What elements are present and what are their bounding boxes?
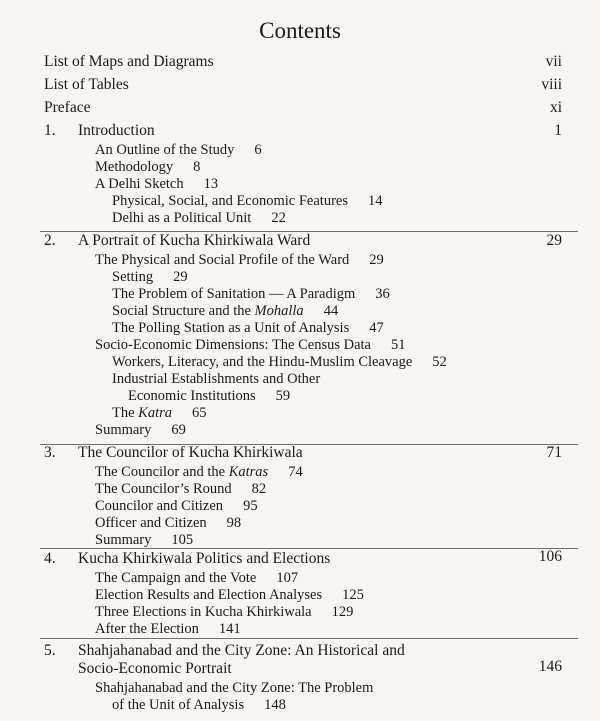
toc-entry[interactable]: The Problem of Sanitation — A Paradigm 36 (112, 286, 390, 302)
toc-entry[interactable]: Councilor and Citizen 95 (95, 498, 258, 514)
front-item-tables[interactable]: List of Tables (44, 76, 129, 93)
chapter-3-heading[interactable]: 3. The Councilor of Kucha Khirkiwala (44, 444, 303, 461)
toc-entry[interactable]: A Delhi Sketch 13 (95, 176, 219, 192)
toc-entry[interactable]: The Polling Station as a Unit of Analysis 47 (112, 320, 384, 336)
toc-entry[interactable]: The Councilor’s Round 82 (95, 481, 267, 497)
front-page-maps: vii (545, 53, 562, 70)
front-item-maps[interactable]: List of Maps and Diagrams (44, 53, 214, 70)
front-item-preface[interactable]: Preface (44, 99, 91, 116)
toc-entry[interactable]: Officer and Citizen 98 (95, 515, 242, 531)
toc-entry[interactable]: Physical, Social, and Economic Features 14 (112, 193, 383, 209)
toc-entry[interactable]: Workers, Literacy, and the Hindu-Muslim Cleavage 52 (112, 354, 447, 370)
toc-entry[interactable]: Methodology 8 (95, 159, 201, 175)
toc-entry[interactable]: Shahjahanabad and the City Zone: The Problem (95, 680, 374, 696)
toc-entry[interactable]: Election Results and Election Analyses 125 (95, 587, 364, 603)
toc-entry[interactable]: The Katra 65 (112, 405, 207, 421)
toc-entry-continued[interactable]: of the Unit of Analysis 148 (112, 697, 286, 713)
chapter-4-page: 106 (538, 548, 562, 565)
chapter-5-page: 146 (538, 658, 562, 675)
toc-entry[interactable]: After the Election 141 (95, 621, 241, 637)
section-divider (40, 638, 578, 639)
front-page-preface: xi (549, 99, 562, 116)
chapter-3-page: 71 (546, 444, 562, 461)
toc-entry[interactable]: The Physical and Social Profile of the Ward 29 (95, 252, 384, 268)
toc-entry[interactable]: The Campaign and the Vote 107 (95, 570, 299, 586)
toc-entry[interactable]: Three Elections in Kucha Khirkiwala 129 (95, 604, 354, 620)
toc-entry[interactable]: An Outline of the Study 6 (95, 142, 262, 158)
chapter-5-heading[interactable]: 5. Shahjahanabad and the City Zone: An Historical and (44, 642, 405, 659)
chapter-5-heading-continued[interactable]: Socio-Economic Portrait (78, 660, 232, 677)
chapter-2-page: 29 (546, 232, 562, 249)
page-title: Contents (259, 18, 341, 43)
chapter-2-heading[interactable]: 2. A Portrait of Kucha Khirkiwala Ward (44, 232, 311, 249)
chapter-4-heading[interactable]: 4. Kucha Khirkiwala Politics and Elections (44, 550, 331, 567)
toc-entry[interactable]: Socio-Economic Dimensions: The Census Data 51 (95, 337, 406, 353)
toc-entry[interactable]: Social Structure and the Mohalla 44 (112, 303, 339, 319)
toc-entry[interactable]: Summary 69 (95, 422, 186, 438)
chapter-1-page: 1 (554, 122, 562, 139)
front-page-tables: viii (541, 76, 562, 93)
chapter-1-heading[interactable]: 1. Introduction (44, 122, 155, 139)
toc-entry[interactable]: Delhi as a Political Unit 22 (112, 210, 286, 226)
toc-entry[interactable]: Setting 29 (112, 269, 188, 285)
toc-entry[interactable]: The Councilor and the Katras 74 (95, 464, 303, 480)
toc-entry-continued[interactable]: Economic Institutions 59 (128, 388, 291, 404)
toc-entry[interactable]: Industrial Establishments and Other (112, 371, 321, 387)
section-divider (40, 548, 578, 549)
toc-entry[interactable]: Summary 105 (95, 532, 194, 548)
